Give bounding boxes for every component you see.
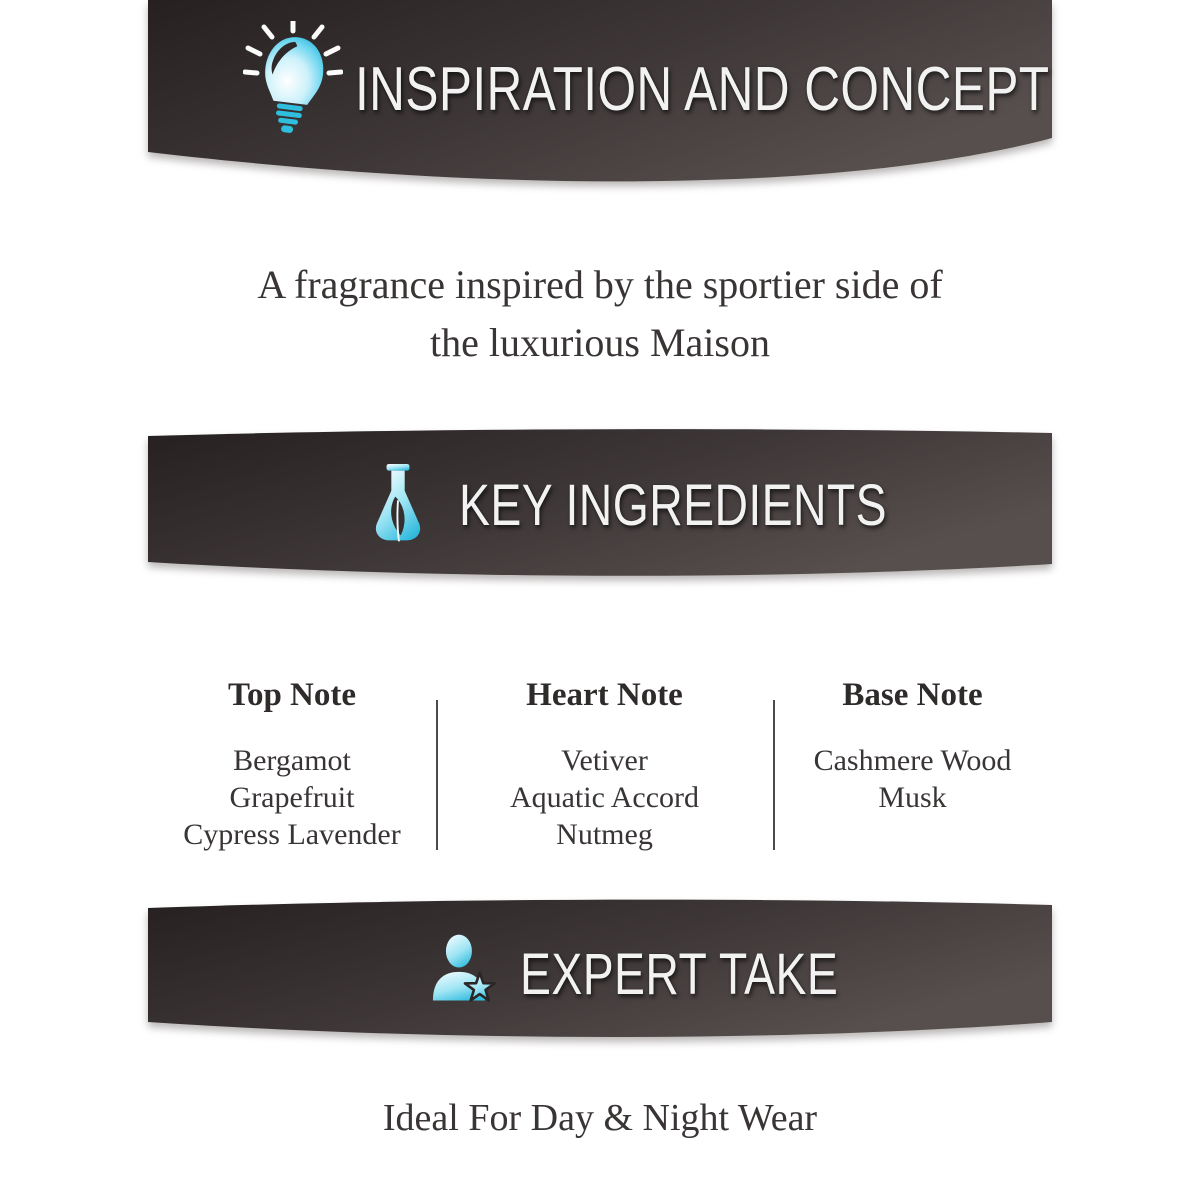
inspiration-text-line2: the luxurious Maison bbox=[430, 320, 770, 365]
note-item: Musk bbox=[878, 781, 947, 814]
inspiration-banner bbox=[148, 0, 1052, 200]
heart-note-items bbox=[436, 742, 773, 853]
fragrance-notes bbox=[148, 655, 1052, 860]
expert-take-title: EXPERT TAKE bbox=[520, 941, 839, 1007]
top-note-header: Top Note bbox=[227, 677, 357, 713]
note-item: Grapefruit bbox=[229, 781, 355, 814]
content-area bbox=[148, 0, 1052, 1200]
base-note-column bbox=[773, 655, 1052, 860]
note-item: Aquatic Accord bbox=[509, 781, 700, 814]
person-star-icon bbox=[426, 931, 504, 1011]
heart-note-header: Heart Note bbox=[526, 677, 683, 713]
note-item: Vetiver bbox=[561, 744, 648, 777]
inspiration-title: INSPIRATION AND CONCEPT bbox=[355, 55, 1050, 124]
note-item: Cypress Lavender bbox=[183, 818, 401, 851]
top-note-items bbox=[148, 742, 436, 853]
note-item: Bergamot bbox=[233, 744, 351, 777]
key-ingredients-banner bbox=[148, 428, 1052, 593]
expert-take-banner bbox=[148, 896, 1052, 1056]
top-note-column bbox=[148, 655, 436, 860]
notes-divider-left bbox=[436, 700, 438, 850]
key-ingredients-banner-content bbox=[148, 428, 1200, 583]
notes-divider-right bbox=[773, 700, 775, 850]
flask-leaf-icon bbox=[355, 462, 441, 550]
inspiration-banner-content bbox=[148, 0, 1147, 165]
base-note-header: Base Note bbox=[842, 677, 983, 713]
inspiration-text-line1: A fragrance inspired by the sportier side of bbox=[257, 262, 943, 307]
base-note-items bbox=[773, 742, 1052, 816]
note-item: Cashmere Wood bbox=[813, 744, 1012, 777]
note-item: Nutmeg bbox=[556, 818, 653, 851]
inspiration-text bbox=[148, 256, 1052, 372]
expert-take-text: Ideal For Day & Night Wear bbox=[382, 1097, 818, 1139]
heart-note-column bbox=[436, 655, 773, 860]
expert-take-banner-content bbox=[148, 896, 1200, 1046]
lightbulb-icon bbox=[243, 21, 343, 145]
key-ingredients-title: KEY INGREDIENTS bbox=[459, 473, 887, 538]
